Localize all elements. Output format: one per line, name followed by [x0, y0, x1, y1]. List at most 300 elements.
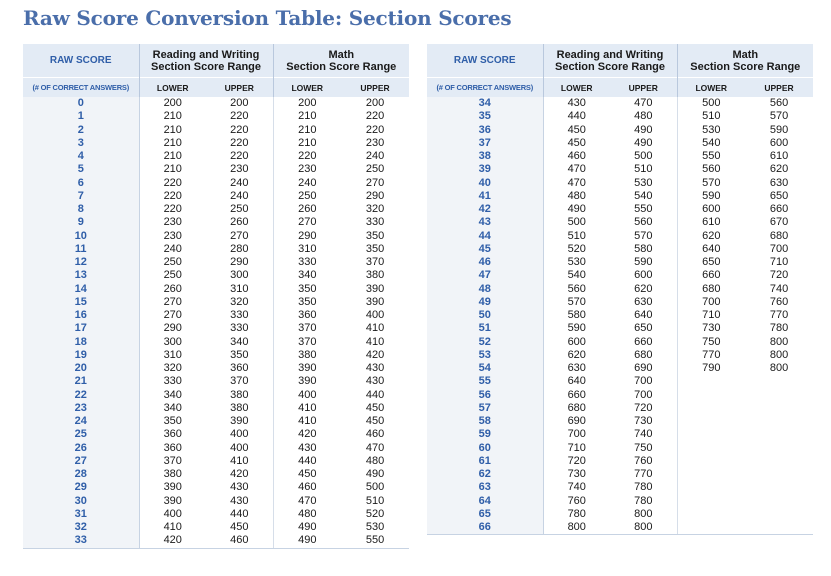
rw-upper-cell: 800 [610, 508, 677, 521]
raw-score-cell: 51 [427, 322, 543, 335]
math-upper-cell [745, 455, 813, 468]
rw-lower-cell: 260 [163, 282, 182, 295]
raw-score-cell: 6 [23, 177, 139, 190]
rw-upper-cell: 570 [610, 230, 677, 243]
raw-score-cell: 22 [23, 389, 139, 402]
table-row [23, 309, 409, 322]
math-upper-cell: 600 [769, 136, 789, 149]
table-row [427, 230, 813, 243]
rw-lower-cell: 470 [567, 176, 586, 189]
raw-score-cell: 12 [23, 256, 139, 269]
rw-lower-cell: 270 [163, 295, 182, 308]
raw-score-cell: 44 [427, 230, 543, 243]
math-lower-cell: 700 [702, 295, 721, 308]
rw-upper-cell: 490 [610, 124, 677, 137]
math-upper-cell [745, 389, 813, 402]
math-upper-cell [745, 415, 813, 428]
rw-upper-cell: 590 [610, 256, 677, 269]
reading-writing-header [543, 44, 677, 78]
math-upper-cell: 760 [769, 295, 789, 308]
reading-writing-subtitle: Section Score Range [554, 60, 666, 73]
rw-upper-cell: 540 [610, 190, 677, 203]
raw-score-subheader: (# OF CORRECT ANSWERS) [427, 78, 543, 98]
rw-upper-cell: 560 [610, 216, 677, 229]
rw-lower-cell: 630 [567, 362, 586, 375]
math-upper-cell: 780 [769, 322, 789, 335]
table-row [23, 322, 409, 335]
raw-score-cell: 57 [427, 402, 543, 415]
math-lower-cell: 610 [702, 216, 721, 229]
math-lower-cell: 390 [298, 375, 317, 388]
rw-upper-cell: 380 [206, 402, 273, 415]
rw-lower-cell: 240 [163, 242, 182, 255]
rw-upper-cell: 580 [610, 243, 677, 256]
math-lower-cell: 350 [298, 295, 317, 308]
math-upper-cell: 350 [365, 229, 385, 242]
math-lower-cell: 270 [298, 216, 317, 229]
rw-lower-cell: 700 [567, 428, 586, 441]
table-row [427, 349, 813, 362]
raw-score-cell: 17 [23, 322, 139, 335]
table-row [23, 468, 409, 481]
math-upper-cell [745, 495, 813, 508]
rw-upper-cell: 680 [610, 349, 677, 362]
math-upper-cell: 740 [769, 282, 789, 295]
raw-score-cell: 62 [427, 468, 543, 481]
rw-upper-cell: 350 [206, 349, 273, 362]
raw-score-cell: 19 [23, 349, 139, 362]
math-lower-cell: 230 [298, 163, 317, 176]
raw-score-cell: 31 [23, 508, 139, 521]
table-row [23, 256, 409, 269]
rw-lower-cell: 410 [163, 521, 182, 534]
rw-lower-cell: 710 [567, 441, 586, 454]
rw-lower-cell: 640 [567, 375, 586, 388]
rw-lower-cell: 210 [163, 110, 182, 123]
rw-upper-cell: 700 [610, 389, 677, 402]
table-row [427, 428, 813, 441]
math-lower-cell: 540 [702, 136, 721, 149]
math-lower-cell [677, 402, 745, 415]
math-lower-cell: 290 [298, 229, 317, 242]
raw-score-cell: 0 [23, 97, 139, 110]
rw-lower-cell: 780 [567, 507, 586, 520]
raw-score-cell: 34 [427, 97, 543, 110]
math-lower-cell [677, 468, 745, 481]
rw-upper-cell: 320 [206, 296, 273, 309]
math-lower-cell: 240 [298, 176, 317, 189]
raw-score-cell: 52 [427, 336, 543, 349]
math-lower-cell: 650 [702, 256, 721, 269]
rw-lower-cell: 520 [567, 242, 586, 255]
rw-upper-cell: 760 [610, 455, 677, 468]
math-upper-cell: 710 [769, 256, 789, 269]
rw-upper-cell: 600 [610, 269, 677, 282]
table-row [23, 137, 409, 150]
math-upper-cell [745, 442, 813, 455]
math-lower-cell: 470 [298, 494, 317, 507]
rw-upper-cell: 490 [610, 137, 677, 150]
table-row [427, 177, 813, 190]
raw-score-cell: 38 [427, 150, 543, 163]
math-upper-cell: 410 [365, 335, 385, 348]
rw-upper-cell: 420 [206, 468, 273, 481]
math-subtitle: Section Score Range [286, 60, 397, 73]
rw-lower-cell: 230 [163, 229, 182, 242]
raw-score-cell: 35 [427, 110, 543, 123]
math-upper-cell: 250 [365, 163, 385, 176]
raw-score-header: RAW SCORE [23, 44, 139, 78]
rw-upper-cell: 750 [610, 442, 677, 455]
rw-upper-cell: 730 [610, 415, 677, 428]
math-upper-cell: 380 [365, 269, 385, 282]
rw-upper-cell: 260 [206, 216, 273, 229]
rw-lower-cell: 220 [163, 176, 182, 189]
rw-upper-cell: 550 [610, 203, 677, 216]
rw-lower-cell: 310 [163, 348, 182, 361]
math-upper-cell: 770 [769, 309, 789, 322]
rw-upper-header: UPPER [206, 78, 273, 98]
raw-score-cell: 18 [23, 336, 139, 349]
rw-upper-cell: 220 [206, 137, 273, 150]
raw-score-header: RAW SCORE [427, 44, 543, 78]
math-upper-header: UPPER [745, 78, 813, 98]
math-upper-cell: 220 [365, 123, 385, 136]
rw-lower-cell: 370 [163, 454, 182, 467]
rw-upper-cell: 280 [206, 243, 273, 256]
math-upper-cell: 520 [365, 507, 385, 520]
math-lower-cell: 510 [702, 110, 721, 123]
raw-score-cell: 40 [427, 177, 543, 190]
table-row [427, 150, 813, 163]
raw-score-cell: 27 [23, 455, 139, 468]
rw-upper-cell: 430 [206, 495, 273, 508]
math-lower-cell: 550 [702, 150, 721, 163]
raw-score-cell: 65 [427, 508, 543, 521]
rw-upper-cell: 360 [206, 362, 273, 375]
math-upper-cell: 430 [365, 362, 385, 375]
rw-lower-cell: 450 [567, 123, 586, 136]
math-lower-cell: 430 [298, 441, 317, 454]
math-lower-cell: 530 [702, 123, 721, 136]
rw-lower-cell: 210 [163, 163, 182, 176]
rw-upper-cell: 440 [206, 508, 273, 521]
rw-upper-cell: 770 [610, 468, 677, 481]
table-row [23, 534, 409, 548]
math-lower-cell: 730 [702, 322, 721, 335]
math-upper-cell [745, 508, 813, 521]
math-upper-cell: 700 [769, 242, 789, 255]
math-lower-cell: 410 [298, 415, 317, 428]
rw-upper-cell: 650 [610, 322, 677, 335]
math-upper-cell: 720 [769, 269, 789, 282]
math-lower-cell [677, 455, 745, 468]
math-header [677, 44, 813, 78]
raw-score-cell: 2 [23, 124, 139, 137]
rw-upper-cell: 450 [206, 521, 273, 534]
table-row [23, 124, 409, 137]
rw-upper-cell: 400 [206, 442, 273, 455]
math-upper-cell: 420 [365, 348, 385, 361]
rw-lower-cell: 210 [163, 150, 182, 163]
math-title: Math [328, 48, 355, 61]
table-row [427, 402, 813, 415]
table-row [23, 150, 409, 163]
rw-lower-cell: 540 [567, 269, 586, 282]
math-upper-cell: 430 [365, 375, 385, 388]
math-lower-cell: 750 [702, 335, 721, 348]
rw-upper-cell: 660 [610, 336, 677, 349]
table-row [427, 442, 813, 455]
raw-score-cell: 55 [427, 375, 543, 388]
math-lower-cell [677, 495, 745, 508]
rw-lower-cell: 220 [163, 189, 182, 202]
math-lower-cell: 770 [702, 348, 721, 361]
raw-score-cell: 46 [427, 256, 543, 269]
raw-score-cell: 7 [23, 190, 139, 203]
rw-upper-cell: 220 [206, 150, 273, 163]
math-lower-cell: 640 [702, 242, 721, 255]
rw-lower-cell: 290 [163, 322, 182, 335]
page-title: Raw Score Conversion Table: Section Scores [23, 6, 512, 30]
rw-lower-cell: 230 [163, 216, 182, 229]
math-upper-cell: 570 [769, 110, 789, 123]
raw-score-cell: 66 [427, 521, 543, 535]
table-row [427, 163, 813, 176]
raw-score-cell: 4 [23, 150, 139, 163]
math-upper-cell: 670 [769, 216, 789, 229]
raw-score-cell: 30 [23, 495, 139, 508]
math-upper-cell: 660 [769, 203, 789, 216]
raw-score-cell: 16 [23, 309, 139, 322]
rw-upper-cell: 700 [610, 375, 677, 388]
raw-score-cell: 43 [427, 216, 543, 229]
math-upper-cell: 200 [365, 97, 385, 110]
math-upper-cell: 240 [365, 150, 385, 163]
raw-score-cell: 48 [427, 283, 543, 296]
table-row [427, 216, 813, 229]
rw-lower-cell: 200 [163, 97, 182, 110]
raw-score-subheader: (# OF CORRECT ANSWERS) [23, 78, 139, 98]
raw-score-cell: 5 [23, 163, 139, 176]
math-lower-cell: 400 [298, 388, 317, 401]
math-lower-cell [677, 415, 745, 428]
rw-upper-cell: 780 [610, 495, 677, 508]
math-upper-cell: 220 [365, 110, 385, 123]
math-upper-cell: 680 [769, 229, 789, 242]
table-row [23, 230, 409, 243]
table-row [23, 442, 409, 455]
table-row [23, 495, 409, 508]
raw-score-cell: 41 [427, 190, 543, 203]
table-row [427, 455, 813, 468]
rw-lower-cell: 390 [163, 481, 182, 494]
math-lower-cell: 440 [298, 454, 317, 467]
table-row [427, 97, 813, 110]
math-upper-cell [745, 375, 813, 388]
rw-upper-cell: 330 [206, 322, 273, 335]
table-row [23, 521, 409, 534]
table-row [23, 216, 409, 229]
rw-upper-cell: 300 [206, 269, 273, 282]
math-lower-cell: 410 [298, 401, 317, 414]
math-lower-cell: 560 [702, 163, 721, 176]
rw-upper-cell: 620 [610, 283, 677, 296]
rw-lower-cell: 740 [567, 481, 586, 494]
table-row [23, 163, 409, 176]
math-lower-header: LOWER [677, 78, 745, 98]
rw-upper-cell: 340 [206, 336, 273, 349]
rw-lower-cell: 560 [567, 282, 586, 295]
rw-lower-cell: 580 [567, 309, 586, 322]
raw-score-cell: 64 [427, 495, 543, 508]
math-lower-cell: 210 [298, 123, 317, 136]
rw-upper-cell: 780 [610, 481, 677, 494]
math-subtitle: Section Score Range [690, 60, 801, 73]
rw-lower-cell: 340 [163, 401, 182, 414]
math-lower-cell [677, 428, 745, 441]
raw-score-cell: 24 [23, 415, 139, 428]
rw-lower-header: LOWER [139, 78, 206, 98]
raw-score-cell: 11 [23, 243, 139, 256]
math-upper-cell: 450 [365, 415, 385, 428]
table-row [23, 243, 409, 256]
rw-upper-cell: 630 [610, 296, 677, 309]
math-lower-cell: 260 [298, 203, 317, 216]
rw-upper-cell: 290 [206, 256, 273, 269]
reading-writing-title: Reading and Writing [556, 48, 664, 61]
table-row [23, 375, 409, 388]
rw-lower-cell: 210 [163, 136, 182, 149]
raw-score-cell: 9 [23, 216, 139, 229]
math-upper-cell: 320 [365, 203, 385, 216]
math-upper-cell: 800 [769, 335, 789, 348]
conversion-table-left [23, 44, 409, 549]
table-row [427, 508, 813, 521]
math-upper-cell: 350 [365, 242, 385, 255]
rw-lower-cell: 800 [543, 521, 610, 535]
reading-writing-subtitle: Section Score Range [150, 60, 262, 73]
math-upper-cell [745, 481, 813, 494]
math-lower-cell: 370 [298, 335, 317, 348]
rw-lower-cell: 380 [163, 468, 182, 481]
raw-score-cell: 58 [427, 415, 543, 428]
raw-score-cell: 53 [427, 349, 543, 362]
table-row [427, 137, 813, 150]
math-upper-cell: 620 [769, 163, 789, 176]
rw-upper-cell: 480 [610, 110, 677, 123]
table-row [427, 375, 813, 388]
math-upper-cell: 480 [365, 454, 385, 467]
table-row [427, 415, 813, 428]
math-lower-cell: 680 [702, 282, 721, 295]
rw-upper-cell: 470 [610, 97, 677, 110]
reading-writing-title: Reading and Writing [152, 48, 260, 61]
table-row [427, 283, 813, 296]
rw-upper-cell: 330 [206, 309, 273, 322]
table-row [427, 362, 813, 375]
table-row [427, 521, 813, 535]
rw-lower-cell: 360 [163, 441, 182, 454]
math-title: Math [732, 48, 759, 61]
math-upper-cell: 560 [769, 97, 789, 110]
table-row [427, 124, 813, 137]
rw-upper-cell: 390 [206, 415, 273, 428]
table-row [23, 269, 409, 282]
math-lower-cell: 620 [702, 229, 721, 242]
table-row [427, 322, 813, 335]
raw-score-cell: 61 [427, 455, 543, 468]
raw-score-cell: 33 [23, 534, 139, 548]
math-lower-cell: 450 [298, 468, 317, 481]
rw-upper-cell: 230 [206, 163, 273, 176]
raw-score-cell: 59 [427, 428, 543, 441]
math-lower-cell [677, 442, 745, 455]
rw-upper-cell: 240 [206, 190, 273, 203]
math-upper-cell: 610 [769, 150, 789, 163]
rw-lower-cell: 570 [567, 295, 586, 308]
raw-score-cell: 50 [427, 309, 543, 322]
rw-lower-cell: 220 [163, 203, 182, 216]
rw-upper-cell: 240 [206, 177, 273, 190]
rw-upper-cell: 270 [206, 230, 273, 243]
rw-lower-cell: 440 [567, 110, 586, 123]
rw-lower-cell: 760 [567, 494, 586, 507]
math-upper-cell: 490 [365, 468, 385, 481]
math-lower-cell: 220 [298, 150, 317, 163]
rw-upper-cell: 410 [206, 455, 273, 468]
rw-lower-cell: 590 [567, 322, 586, 335]
table-body-left [23, 97, 409, 548]
rw-lower-cell: 620 [567, 348, 586, 361]
table-row [427, 110, 813, 123]
math-lower-cell: 360 [298, 309, 317, 322]
math-upper-cell: 330 [365, 216, 385, 229]
math-upper-cell: 500 [365, 481, 385, 494]
raw-score-cell: 39 [427, 163, 543, 176]
table-row [23, 296, 409, 309]
math-upper-cell: 390 [365, 295, 385, 308]
math-upper-cell: 800 [769, 348, 789, 361]
rw-upper-cell: 640 [610, 309, 677, 322]
raw-score-cell: 54 [427, 362, 543, 375]
math-upper-cell: 390 [365, 282, 385, 295]
rw-lower-cell: 460 [567, 150, 586, 163]
table-row [427, 336, 813, 349]
math-header [273, 44, 409, 78]
rw-upper-cell: 200 [206, 97, 273, 110]
math-lower-cell: 600 [702, 203, 721, 216]
rw-lower-cell: 420 [139, 534, 206, 548]
math-lower-cell: 330 [298, 256, 317, 269]
raw-score-cell: 21 [23, 375, 139, 388]
math-upper-cell [745, 468, 813, 481]
rw-lower-cell: 210 [163, 123, 182, 136]
rw-lower-cell: 390 [163, 494, 182, 507]
reading-writing-header [139, 44, 273, 78]
rw-lower-cell: 480 [567, 189, 586, 202]
raw-score-cell: 26 [23, 442, 139, 455]
math-upper-cell: 400 [365, 309, 385, 322]
rw-lower-cell: 430 [567, 97, 586, 110]
math-upper-cell: 650 [769, 189, 789, 202]
math-lower-cell [677, 508, 745, 521]
rw-lower-cell: 350 [163, 415, 182, 428]
table-row [23, 362, 409, 375]
math-lower-cell: 710 [702, 309, 721, 322]
math-upper-header: UPPER [341, 78, 409, 98]
math-upper-cell: 550 [341, 534, 409, 548]
